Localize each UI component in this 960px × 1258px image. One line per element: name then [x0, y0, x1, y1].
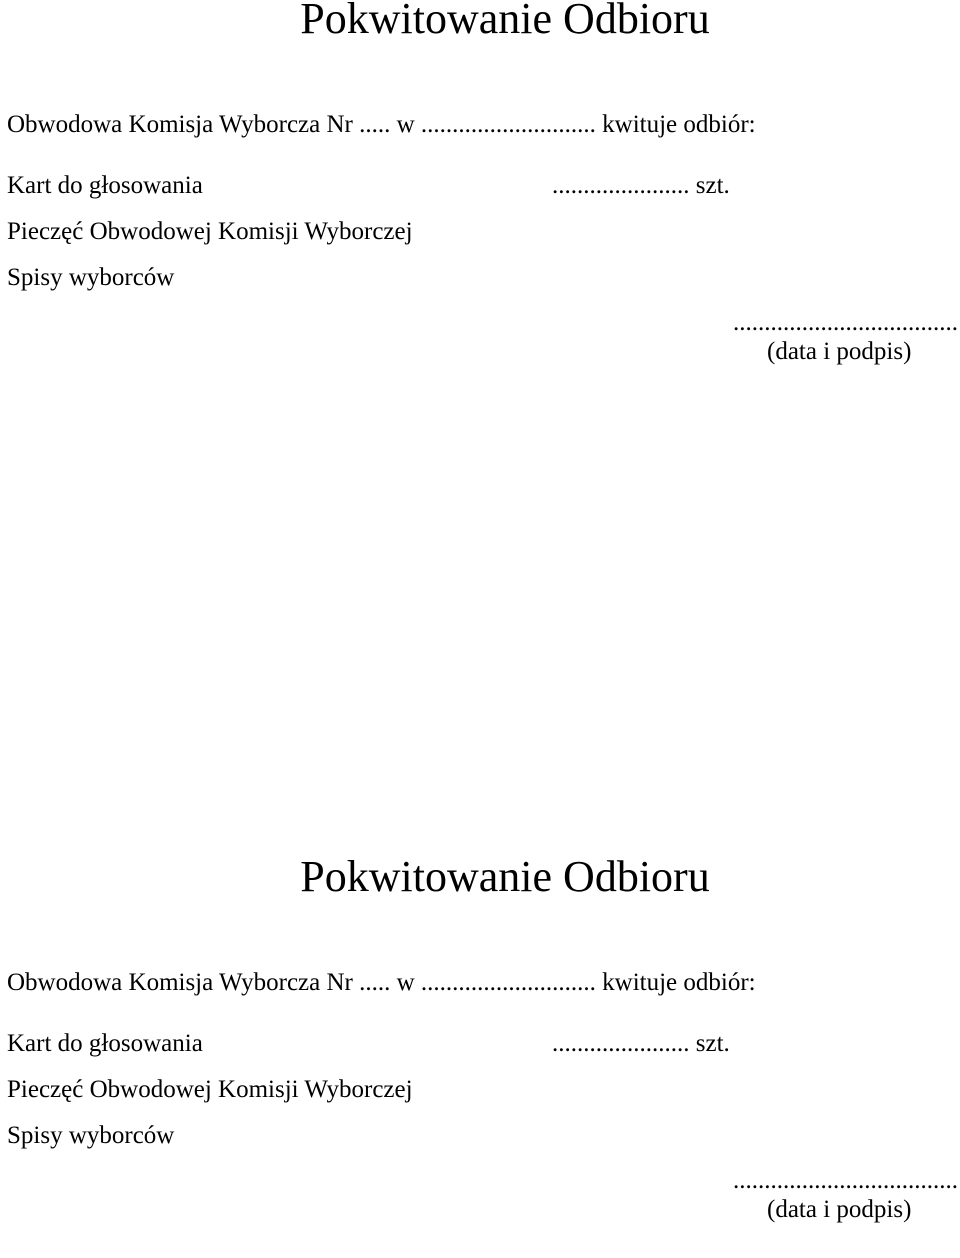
receipt-title: Pokwitowanie Odbioru [300, 0, 710, 43]
item-ballots-quantity: ...................... szt. [552, 172, 730, 199]
item-ballots-label: Kart do głosowania [7, 172, 203, 199]
signature-caption: (data i podpis) [767, 1196, 912, 1223]
item-seal-label: Pieczęć Obwodowej Komisji Wyborczej [7, 1076, 413, 1103]
receipt-title: Pokwitowanie Odbioru [300, 852, 710, 901]
item-ballots-label: Kart do głosowania [7, 1030, 203, 1057]
commission-statement: Obwodowa Komisja Wyborcza Nr ..... w ............................ kwituje odbiór: [7, 111, 756, 138]
receipt-form-2 [0, 852, 960, 1258]
item-seal-label: Pieczęć Obwodowej Komisji Wyborczej [7, 218, 413, 245]
signature-line: .................................... [733, 1167, 958, 1194]
signature-caption: (data i podpis) [767, 338, 912, 365]
commission-statement: Obwodowa Komisja Wyborcza Nr ..... w ............................ kwituje odbiór: [7, 969, 756, 996]
item-voter-lists-label: Spisy wyborców [7, 264, 175, 291]
item-voter-lists-label: Spisy wyborców [7, 1122, 175, 1149]
receipt-form-1 [0, 0, 960, 400]
signature-line: .................................... [733, 309, 958, 336]
item-ballots-quantity: ...................... szt. [552, 1030, 730, 1057]
